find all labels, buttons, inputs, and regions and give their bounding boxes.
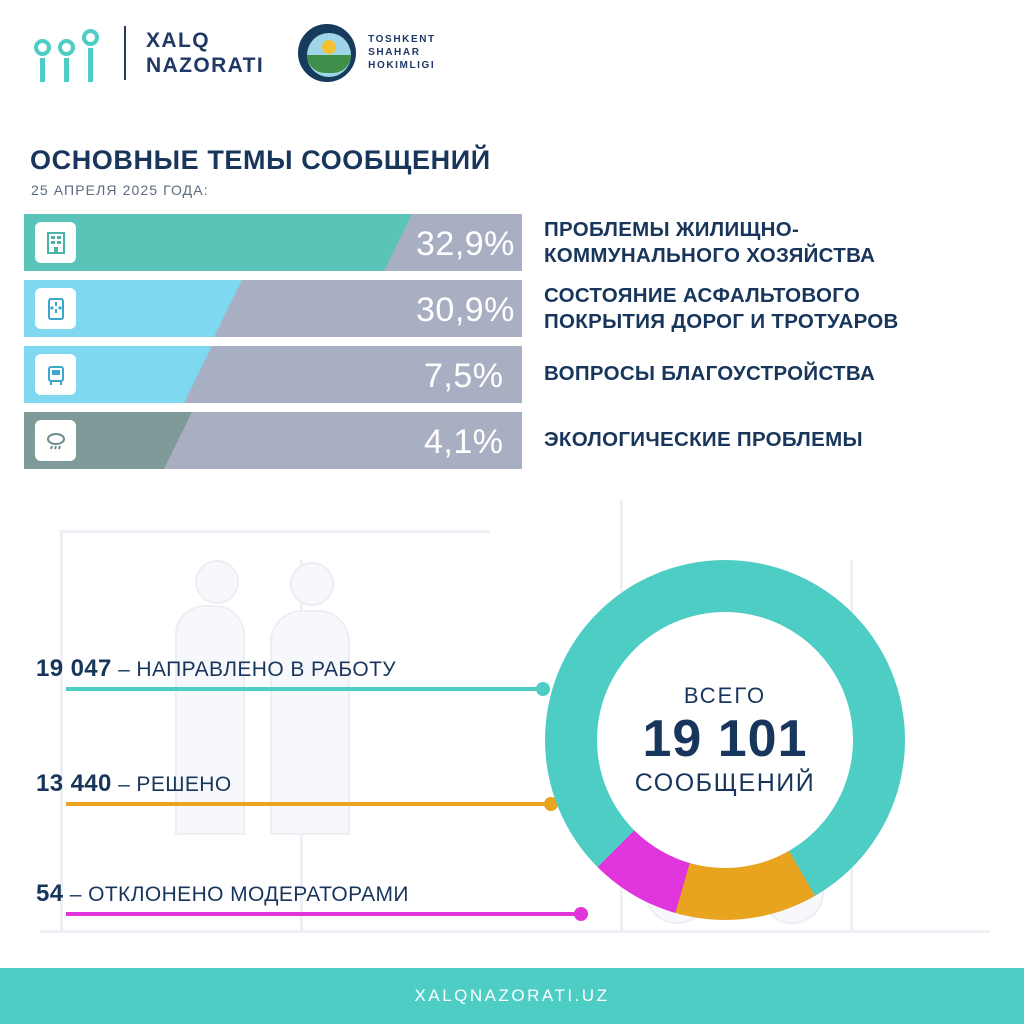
page-subtitle: 25 АПРЕЛЯ 2025 ГОДА: [31, 182, 209, 198]
legend-text: НАПРАВЛЕНО В РАБОТУ [136, 658, 397, 681]
topics-bar-chart [24, 214, 1004, 478]
emblem-caption [368, 33, 436, 72]
legend-item-rejected [36, 880, 409, 908]
emblem-caption-line2: SHAHAR [368, 47, 421, 58]
tashkent-emblem-icon [298, 24, 356, 82]
messages-donut-chart [545, 560, 905, 920]
donut-label-top: ВСЕГО [683, 682, 767, 708]
emblem-caption-line3: HOKIMLIGI [368, 60, 436, 71]
bar-label-line1: ВОПРОСЫ БЛАГОУСТРОЙСТВА [544, 362, 876, 385]
bar-label-line1: ПРОБЛЕМЫ ЖИЛИЩНО- [544, 218, 800, 241]
legend-dash: – [118, 658, 131, 681]
bus-stop-icon [35, 354, 76, 395]
footer-bar [0, 968, 1024, 1024]
bar-value: 32,9% [416, 225, 515, 263]
legend-value: 13 440 [36, 770, 112, 797]
legend-item-resolved [36, 770, 232, 798]
bar-label-line2: КОММУНАЛЬНОГО ХОЗЯЙСТВА [544, 244, 876, 267]
bar-label [544, 217, 875, 269]
bar-row [24, 280, 1004, 337]
bar-value: 4,1% [424, 423, 504, 461]
legend-item-sent-to-work [36, 655, 396, 683]
bar-label-line1: СОСТОЯНИЕ АСФАЛЬТОВОГО [544, 284, 861, 307]
brand-header [0, 0, 1024, 105]
legend-value: 54 [36, 880, 64, 907]
road-icon [35, 288, 76, 329]
bar-label [544, 361, 875, 387]
bar-label [544, 427, 863, 453]
brand-name-line1: XALQ [146, 28, 210, 52]
bar-label-line1: ЭКОЛОГИЧЕСКИЕ ПРОБЛЕМЫ [544, 428, 863, 451]
logo-divider [124, 26, 126, 80]
legend-label [36, 880, 409, 908]
legend-text: ОТКЛОНЕНО МОДЕРАТОРАМИ [88, 883, 409, 906]
rain-cloud-icon [35, 420, 76, 461]
bar-value: 30,9% [416, 291, 515, 329]
brand-name-line2: NAZORATI [146, 53, 265, 77]
page-title: ОСНОВНЫЕ ТЕМЫ СООБЩЕНИЙ [30, 145, 491, 175]
donut-label-bottom: СООБЩЕНИЙ [634, 768, 816, 797]
footer-url[interactable]: XALQNAZORATI.UZ [414, 986, 610, 1005]
legend-text: РЕШЕНО [136, 773, 232, 796]
legend-value: 19 047 [36, 655, 112, 682]
bar-label-line2: ПОКРЫТИЯ ДОРОГ И ТРОТУАРОВ [544, 310, 899, 333]
bar-row [24, 412, 1004, 469]
legend-label [36, 770, 232, 798]
bar-row [24, 346, 1004, 403]
legend-connector-line [66, 912, 586, 916]
donut-total: 19 101 [642, 709, 808, 768]
legend-label [36, 655, 396, 683]
bar-value: 7,5% [424, 357, 504, 395]
legend-connector-line [66, 802, 556, 806]
xalq-nazorati-logo-icon [32, 25, 108, 81]
legend-dash: – [69, 883, 82, 906]
donut-center-label [597, 612, 853, 868]
building-icon [35, 222, 76, 263]
brand-name [146, 28, 264, 78]
legend-dash: – [118, 773, 131, 796]
bar-row [24, 214, 1004, 271]
emblem-caption-line1: TOSHKENT [368, 34, 436, 45]
bar-label [544, 283, 899, 335]
legend-connector-line [66, 687, 546, 691]
